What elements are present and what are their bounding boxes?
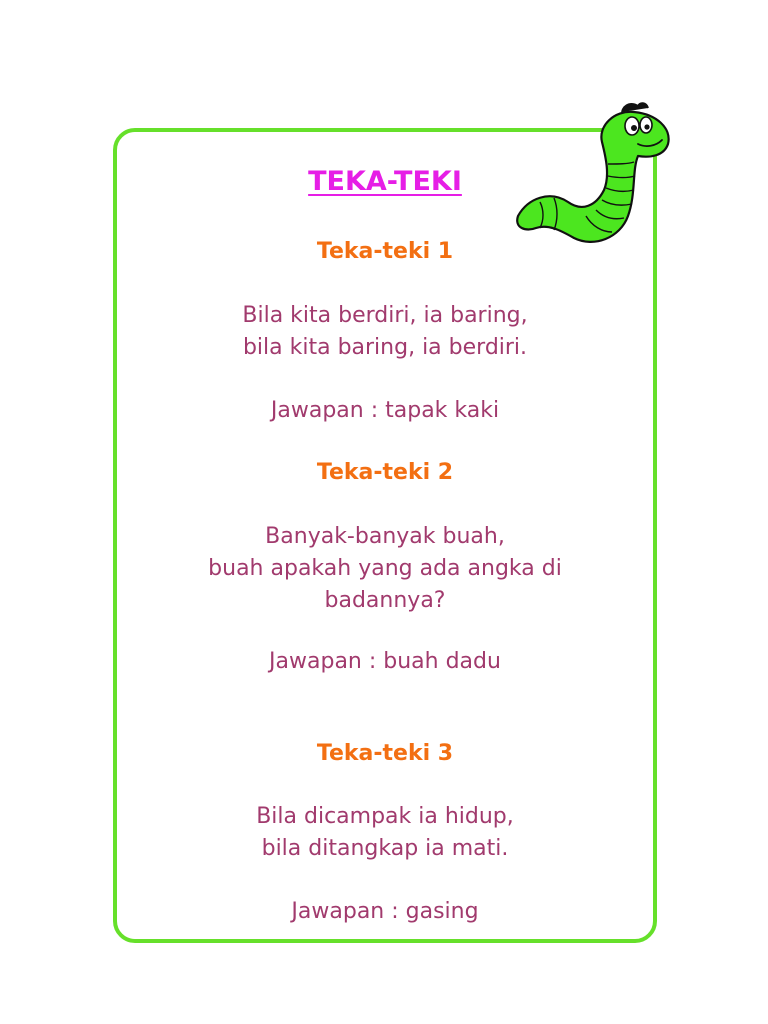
riddle-2-line-1: Banyak-banyak buah, bbox=[265, 524, 505, 549]
riddle-1-line-1: Bila kita berdiri, ia baring, bbox=[242, 303, 528, 328]
riddle-1-heading: Teka-teki 1 bbox=[316, 239, 454, 264]
riddle-2-answer: Jawapan : buah dadu bbox=[269, 649, 501, 674]
riddle-2-line-2: buah apakah yang ada angka di bbox=[208, 556, 562, 581]
riddle-2-verse bbox=[113, 521, 657, 617]
riddle-1-answer: Jawapan : tapak kaki bbox=[270, 398, 500, 423]
riddle-3-verse bbox=[113, 801, 657, 865]
riddle-3-answer: Jawapan : gasing bbox=[291, 899, 479, 924]
worm-icon bbox=[510, 98, 680, 258]
riddle-2-heading: Teka-teki 2 bbox=[316, 460, 454, 485]
riddle-3-line-1: Bila dicampak ia hidup, bbox=[256, 804, 514, 829]
page-title: TEKA-TEKI bbox=[308, 166, 462, 197]
riddle-1-verse bbox=[113, 300, 657, 364]
riddle-1-line-2: bila kita baring, ia berdiri. bbox=[242, 335, 528, 360]
riddle-2-line-3: badannya? bbox=[324, 588, 446, 613]
riddle-3-heading: Teka-teki 3 bbox=[316, 741, 454, 766]
riddle-3-line-2: bila ditangkap ia mati. bbox=[261, 836, 509, 861]
